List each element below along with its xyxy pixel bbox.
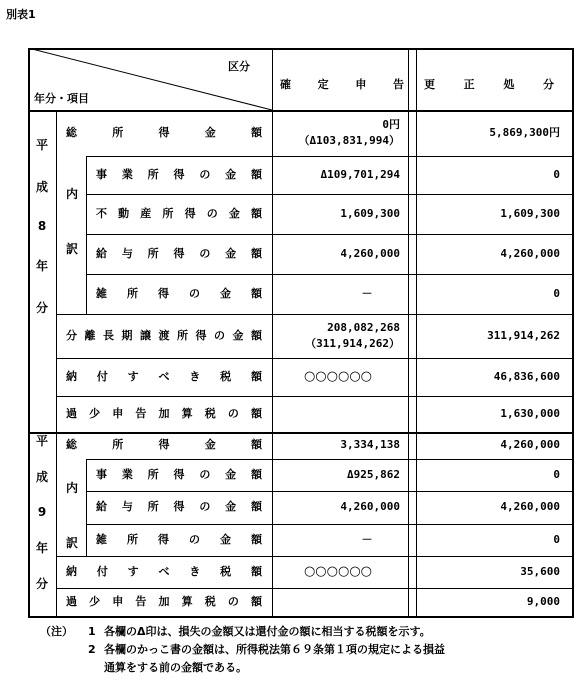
label-char: 額: [250, 247, 262, 260]
year-char: 成: [35, 470, 48, 485]
h8-kosei-value: 1,630,000: [500, 407, 560, 420]
label-char: の: [206, 207, 218, 220]
label-char: 所: [147, 247, 159, 260]
label-char: 納: [66, 370, 77, 383]
label-char: き: [189, 564, 201, 578]
label-char: 不: [96, 207, 107, 220]
label-char: 金: [220, 287, 231, 300]
header-char: 分: [542, 78, 554, 91]
year-char: 分: [35, 577, 48, 592]
header-char: 申: [355, 78, 367, 91]
h9-row-line: [56, 556, 572, 557]
label-char: 業: [121, 168, 133, 181]
label-char: 額: [251, 594, 262, 608]
h9-year-label: [30, 422, 54, 602]
tax-table: [28, 48, 572, 616]
header-kosei-shobun: [424, 78, 554, 92]
label-char: 得: [158, 287, 169, 300]
year-char: 9: [37, 504, 47, 519]
h9-row-line: [86, 524, 572, 525]
h9-kakutei-value: Δ925,862: [347, 467, 400, 481]
label-char: 雑: [96, 532, 107, 546]
label-char: き: [189, 370, 201, 383]
year-char: 成: [35, 179, 48, 194]
label-char: 所: [112, 438, 124, 452]
frame-top: [28, 48, 572, 50]
label-char: の: [199, 168, 211, 181]
label-char: 所: [177, 329, 188, 342]
label-char: の: [199, 467, 211, 481]
note-2-text-line2: 通算をする前の金額である。: [104, 661, 247, 674]
label-char: 少: [89, 407, 101, 420]
header-char: 告: [392, 78, 404, 91]
label-char: の: [214, 329, 225, 342]
h9-kakutei-value: 3,334,138: [340, 438, 400, 452]
label-char: 金: [204, 126, 216, 139]
label-char: 過: [66, 594, 77, 608]
label-char: 所: [147, 168, 159, 181]
h8-kosei-value: 4,260,000: [500, 247, 560, 260]
label-char: 得: [195, 329, 207, 342]
frame-right: [572, 48, 574, 618]
label-char: 税: [220, 564, 232, 578]
h9-kakutei-value: －: [361, 532, 373, 546]
label-char: 金: [228, 207, 240, 220]
label-char: 額: [250, 370, 262, 383]
header-char: 更: [424, 78, 435, 91]
label-char: 額: [251, 532, 262, 546]
h8-row-label: [66, 126, 262, 140]
note-2-number: 2: [88, 643, 96, 656]
label-char: 業: [121, 467, 133, 481]
h9-row-label: [66, 438, 262, 452]
header-char: 定: [317, 78, 329, 91]
label-char: の: [189, 532, 200, 546]
h8-row-line: [86, 194, 572, 195]
label-char: 告: [135, 407, 147, 420]
h8-row-label: [66, 329, 262, 343]
header-kubun: 区分: [228, 60, 250, 73]
label-char: 額: [251, 407, 262, 420]
header-kakutei-shinkoku: [280, 78, 404, 92]
header-bottom: [28, 110, 572, 112]
h9-kosei-value: 4,260,000: [500, 500, 560, 514]
label-char: 額: [251, 126, 262, 139]
h8-kakutei-value: 208,082,268: [327, 321, 400, 334]
label-char: 譲: [140, 329, 151, 342]
h8-row-label: [96, 287, 262, 301]
h9-row-label: [96, 468, 262, 482]
label-char: 額: [250, 168, 262, 181]
label-char: す: [127, 370, 139, 383]
header-char: 処: [503, 78, 515, 91]
h9-kosei-value: 35,600: [520, 564, 560, 578]
h9-row-label: [96, 533, 262, 547]
h8-kosei-value: 0: [553, 168, 560, 181]
year-char: 分: [35, 300, 48, 315]
h8-row-line: [86, 274, 572, 275]
h8-kosei-value: 311,914,262: [487, 329, 560, 342]
label-char: 期: [121, 329, 133, 342]
label-char: 付: [96, 564, 108, 578]
label-char: 動: [118, 207, 130, 220]
label-char: 事: [96, 467, 107, 481]
label-char: 金: [225, 168, 237, 181]
label-char: 給: [96, 500, 107, 514]
label-char: 得: [158, 532, 169, 546]
label-char: 所: [127, 532, 138, 546]
h8-kakutei-value: 0円: [382, 118, 400, 131]
document-title: 別表1: [6, 8, 36, 21]
label-char: 納: [66, 564, 77, 578]
h9-row-line: [56, 588, 572, 589]
header-char: 確: [280, 78, 291, 91]
label-char: 産: [140, 207, 152, 220]
note-1-number: 1: [88, 625, 96, 638]
label-char: べ: [158, 370, 170, 383]
h8-kakutei-value: Δ109,701,294: [320, 168, 400, 181]
h8-row-line: [56, 314, 572, 315]
label-char: の: [227, 407, 239, 420]
h8-row-line: [56, 358, 572, 359]
label-char: 得: [173, 500, 185, 514]
uchiwake-char: 内: [65, 187, 78, 201]
h9-kosei-value: 4,260,000: [500, 438, 560, 452]
h8-row-label: [96, 247, 262, 261]
h8-row-label: [66, 407, 262, 421]
label-char: 雑: [96, 287, 107, 300]
label-char: 申: [112, 594, 124, 608]
h9-kakutei-value: ○○○○○○: [303, 563, 373, 579]
label-char: 税: [204, 594, 216, 608]
h8-row-label: [66, 370, 262, 384]
label-char: 得: [173, 467, 185, 481]
h8-row-line: [56, 396, 572, 397]
label-char: 申: [112, 407, 124, 420]
note-2-text-line1: 各欄のかっこ書の金額は、所得税法第６９条第１項の規定による損益: [104, 643, 445, 656]
h9-row-line: [86, 459, 572, 460]
label-char: の: [189, 287, 200, 300]
h9-kosei-value: 0: [553, 467, 560, 481]
h8-kakutei-value: －: [361, 287, 373, 300]
col-line-gap-l: [408, 48, 409, 616]
label-char: 所: [162, 207, 174, 220]
label-char: 少: [89, 594, 101, 608]
label-char: 給: [96, 247, 107, 260]
frame-bottom: [28, 616, 572, 618]
label-char: 渡: [158, 329, 170, 342]
h8-row-line: [86, 234, 572, 235]
label-char: 過: [66, 407, 77, 420]
label-char: 額: [250, 500, 262, 514]
label-char: 所: [147, 500, 159, 514]
h9-uchiwake-label: [60, 460, 84, 570]
note-1-text: 各欄のΔ印は、損失の金額又は還付金の額に相当する税額を示す。: [104, 625, 431, 638]
h9-row-label: [66, 565, 262, 579]
h8-kosei-value: 46,836,600: [493, 370, 560, 383]
h8-kosei-value: 0: [553, 287, 560, 300]
label-char: 与: [121, 500, 133, 514]
year-char: 年: [35, 259, 48, 274]
label-char: べ: [158, 564, 170, 578]
label-char: 得: [173, 247, 185, 260]
year-char: 8: [37, 218, 47, 233]
label-char: 加: [158, 594, 170, 608]
label-char: 所: [127, 287, 138, 300]
label-char: 金: [225, 247, 237, 260]
label-char: 離: [84, 329, 96, 342]
block-divider: [28, 432, 572, 434]
label-char: 得: [158, 126, 170, 139]
h8-kakutei-value: 4,260,000: [340, 247, 400, 260]
label-char: 金: [225, 500, 237, 514]
h9-kosei-value: 0: [553, 532, 560, 546]
uchiwake-char: 訳: [65, 536, 78, 550]
label-char: 所: [147, 467, 159, 481]
label-char: 算: [181, 407, 193, 420]
label-char: 長: [103, 329, 114, 342]
h8-row-line: [86, 156, 572, 157]
h8-kosei-value: 1,609,300: [500, 207, 560, 220]
h9-row-line: [86, 491, 572, 492]
h8-row-label: [96, 168, 262, 182]
label-char: 額: [251, 287, 262, 300]
header-year-item: 年分・項目: [34, 92, 89, 105]
label-char: 金: [225, 467, 237, 481]
year-char: 年: [35, 540, 48, 555]
label-char: 告: [135, 594, 147, 608]
label-char: 金: [232, 329, 244, 342]
label-char: 得: [173, 168, 185, 181]
label-char: 額: [251, 438, 262, 452]
h9-uchiwake-divider: [86, 459, 87, 556]
h9-kakutei-value: 4,260,000: [340, 500, 400, 514]
h8-uchiwake-label: [60, 166, 84, 276]
h8-kakutei-subvalue: （311,914,262）: [305, 337, 400, 350]
frame-left: [28, 48, 30, 616]
label-char: 加: [158, 407, 170, 420]
label-char: 額: [251, 329, 262, 342]
uchiwake-char: 訳: [65, 242, 78, 256]
h8-kosei-value: 5,869,300円: [489, 126, 560, 139]
label-char: 与: [121, 247, 133, 260]
label-char: 金: [204, 438, 216, 452]
h8-uchiwake-divider: [86, 156, 87, 314]
year-char: 平: [35, 433, 48, 448]
col-line-gap-r: [416, 48, 417, 616]
label-char: 総: [66, 438, 77, 452]
label-char: 得: [184, 207, 196, 220]
label-char: 事: [96, 168, 107, 181]
year-char: 平: [35, 138, 48, 153]
label-char: 税: [204, 407, 216, 420]
label-char: 総: [66, 126, 77, 139]
label-char: 得: [158, 438, 170, 452]
h8-kakutei-value: 1,609,300: [340, 207, 400, 220]
h9-kosei-value: 9,000: [526, 594, 560, 608]
label-char: 分: [66, 329, 77, 342]
h8-kakutei-subvalue: （Δ103,831,994）: [298, 134, 400, 147]
note-prefix: （注）: [40, 625, 73, 638]
h9-row-label: [96, 500, 262, 514]
label-char: 税: [220, 370, 232, 383]
label-char: の: [199, 247, 211, 260]
label-char: す: [127, 564, 139, 578]
h8-year-label: [30, 124, 54, 328]
header-char: 正: [463, 78, 475, 91]
label-char: 額: [250, 207, 262, 220]
label-char: の: [227, 594, 239, 608]
label-char: 算: [181, 594, 193, 608]
h8-kakutei-value: ○○○○○○: [303, 369, 373, 384]
col-line-a: [272, 48, 273, 616]
label-char: 金: [220, 532, 231, 546]
label-char: 額: [250, 467, 262, 481]
label-char: 所: [112, 126, 124, 139]
label-char: の: [199, 500, 211, 514]
h9-row-label: [66, 595, 262, 609]
h8-row-label: [96, 207, 262, 221]
label-char: 額: [250, 564, 262, 578]
h8-year-divider: [56, 110, 57, 432]
label-char: 付: [96, 370, 108, 383]
uchiwake-char: 内: [65, 481, 78, 495]
